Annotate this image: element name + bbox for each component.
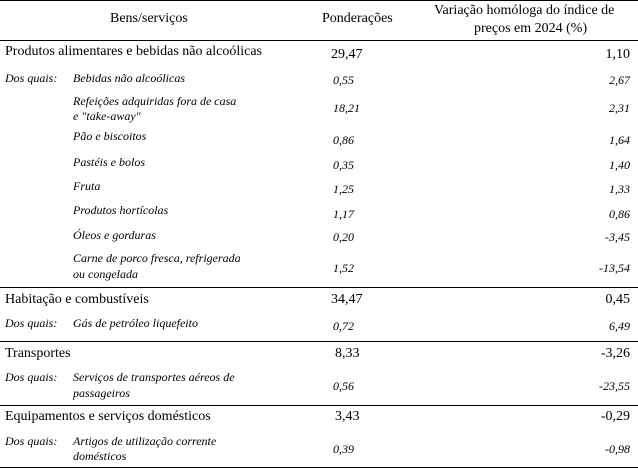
item-variation: 0,86: [609, 207, 630, 221]
group-variation: 1,10: [605, 47, 630, 62]
item-name-line2: domésticos: [73, 449, 127, 463]
sub-label: Dos quais:: [5, 71, 58, 85]
column-header-variation-line1: Variação homóloga do índice de: [434, 3, 615, 18]
group-variation: 0,45: [605, 292, 630, 307]
header-bottom-rule: [0, 40, 638, 41]
item-weight: 0,72: [333, 319, 354, 333]
item-name-line1: Artigos de utilização corrente: [73, 434, 217, 448]
group-weight: 34,47: [331, 292, 363, 307]
item-name-line2: ou congelada: [73, 267, 138, 281]
item-name-line1: Refeições adquiridas fora de casa: [73, 94, 237, 108]
item-name: Bebidas não alcoólicas: [73, 71, 185, 85]
group-divider: [0, 287, 638, 288]
group-name: Transportes: [5, 346, 71, 361]
item-weight: 1,52: [333, 261, 354, 275]
item-name: Gás de petróleo liquefeito: [73, 316, 198, 330]
group-variation: -3,26: [600, 346, 630, 361]
item-weight: 0,86: [333, 133, 354, 147]
item-name-line2: passageiros: [73, 386, 130, 400]
group-variation: -0,29: [600, 409, 630, 424]
item-weight: 0,56: [333, 379, 354, 393]
column-header-variation-line2: preços em 2024 (%): [474, 21, 588, 36]
item-weight: 0,39: [333, 442, 354, 456]
group-name: Habitação e combustíveis: [5, 292, 149, 307]
sub-label: Dos quais:: [5, 370, 58, 384]
item-variation: 1,40: [609, 158, 630, 172]
item-variation: 1,33: [609, 182, 630, 196]
group-divider: [0, 405, 638, 406]
item-weight: 18,21: [333, 101, 360, 115]
column-header-weights: Ponderações: [322, 11, 393, 26]
group-name: Produtos alimentares e bebidas não alcoólicas: [5, 44, 262, 59]
item-variation: 2,67: [609, 73, 630, 87]
group-weight: 8,33: [335, 346, 360, 361]
item-name: Produtos hortícolas: [73, 203, 169, 217]
item-variation: -0,98: [605, 442, 630, 456]
item-weight: 0,55: [333, 73, 354, 87]
item-name-line1: Serviços de transportes aéreos de: [73, 370, 235, 384]
sub-label: Dos quais:: [5, 434, 58, 448]
item-name-line2: e "take-away": [73, 109, 141, 123]
item-variation: -3,45: [605, 230, 630, 244]
item-variation: 6,49: [609, 319, 630, 333]
group-weight: 29,47: [331, 47, 363, 62]
item-variation: -13,54: [599, 261, 630, 275]
item-weight: 0,20: [333, 230, 354, 244]
group-name: Equipamentos e serviços domésticos: [5, 409, 211, 424]
item-variation: 2,31: [609, 101, 630, 115]
item-name: Óleos e gorduras: [73, 228, 156, 242]
sub-label: Dos quais:: [5, 316, 58, 330]
item-weight: 0,35: [333, 158, 354, 172]
table-top-rule: [0, 0, 638, 1]
group-divider: [0, 341, 638, 342]
group-weight: 3,43: [335, 409, 360, 424]
item-variation: -23,55: [599, 379, 630, 393]
item-name: Fruta: [73, 179, 101, 193]
item-weight: 1,17: [333, 207, 354, 221]
item-weight: 1,25: [333, 182, 354, 196]
item-variation: 1,64: [609, 133, 630, 147]
item-name: Pão e biscoitos: [73, 129, 147, 143]
column-header-items: Bens/serviços: [110, 11, 188, 26]
item-name-line1: Carne de porco fresca, refrigerada: [73, 251, 241, 265]
item-name: Pastéis e bolos: [73, 155, 145, 169]
table-bottom-rule: [0, 467, 638, 468]
